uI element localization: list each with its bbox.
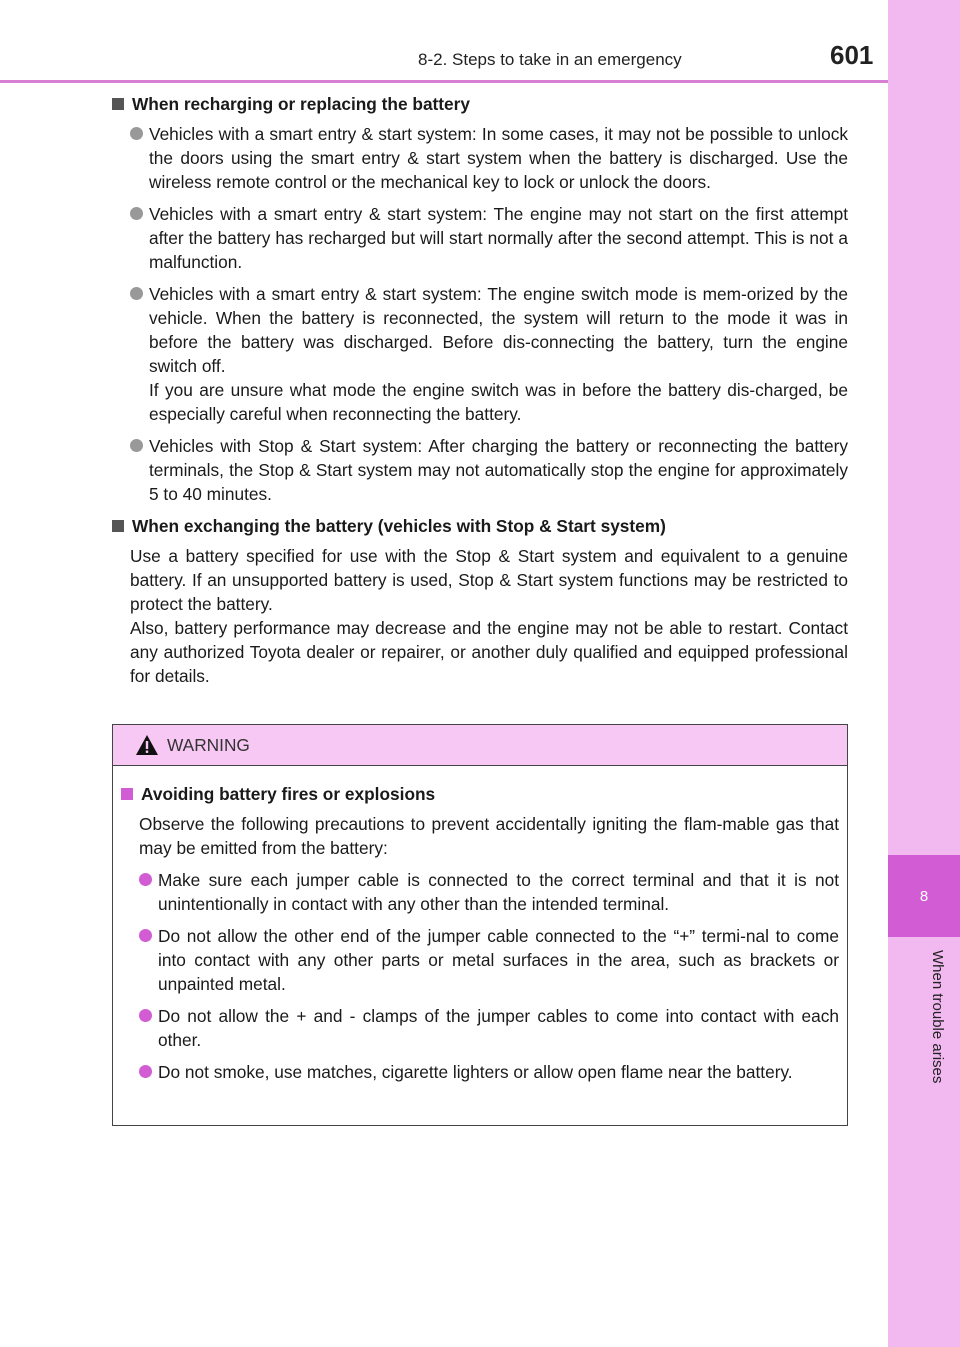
circle-bullet-icon (139, 1009, 152, 1022)
circle-bullet-icon (130, 207, 143, 220)
heading-text: Avoiding battery fires or explosions (141, 784, 436, 804)
paragraph: Use a battery specified for use with the Stop & Start system and equivalent to a genuine battery. If an unsupported battery is used, Stop & Start system functions may be restricted to protect the battery. (130, 546, 848, 614)
square-bullet-icon (112, 520, 124, 532)
list-item (130, 122, 848, 194)
square-bullet-icon (121, 788, 133, 800)
square-bullet-icon (112, 98, 124, 110)
circle-bullet-icon (130, 287, 143, 300)
list-item-text: Vehicles with a smart entry & start system: The engine switch mode is mem-orized by the vehicle. When the battery is reconnected, the system will return to the mode it was in before the battery was discharged. Before dis-connecting the battery, turn the engine switch off. (149, 284, 848, 376)
warning-header (113, 725, 847, 766)
heading-text: When recharging or replacing the battery (132, 94, 471, 114)
warning-box (112, 724, 848, 1126)
circle-bullet-icon (130, 127, 143, 140)
list-item-text: Do not allow the other end of the jumper cable connected to the “+” termi-nal to come into contact with any other parts or metal surfaces in the area, such as brackets or unpainted metal. (158, 926, 839, 994)
circle-bullet-icon (139, 929, 152, 942)
header-divider (0, 80, 888, 83)
section-heading (112, 514, 848, 538)
list-item (130, 202, 848, 274)
page-number: 601 (830, 40, 874, 70)
warning-label: WARNING (167, 735, 250, 755)
list-item (139, 1004, 839, 1052)
list-item (130, 282, 848, 426)
chapter-sidebar (888, 0, 960, 1347)
warning-heading (121, 782, 839, 806)
list-item-text: Vehicles with a smart entry & start system: The engine may not start on the first attempt after the battery has recharged but will start normally after the second attempt. This is not a malfunction. (149, 204, 848, 272)
chapter-tab[interactable]: 8 (888, 855, 960, 937)
circle-bullet-icon (139, 873, 152, 886)
list-item (130, 434, 848, 506)
section-heading (112, 92, 848, 116)
heading-text: When exchanging the battery (vehicles with Stop & Start system) (132, 516, 666, 536)
circle-bullet-icon (130, 439, 143, 452)
list-item (139, 868, 839, 916)
warning-intro: Observe the following precautions to prevent accidentally igniting the flam-mable gas that may be emitted from the battery: (139, 814, 839, 858)
section-title: 8-2. Steps to take in an emergency (418, 50, 682, 69)
circle-bullet-icon (139, 1065, 152, 1078)
list-item-text: Vehicles with a smart entry & start system: In some cases, it may not be possible to unlock the doors using the smart entry & start system when the battery is discharged. Use the wireless remote control or the mechanical key to lock or unlock the doors. (149, 124, 848, 192)
chapter-title: When trouble arises (929, 950, 946, 1084)
list-item-text: Do not smoke, use matches, cigarette lighters or allow open flame near the battery. (158, 1062, 793, 1082)
warning-triangle-icon (135, 734, 159, 756)
list-item-text: Make sure each jumper cable is connected to the correct terminal and that it is not unintentionally in contact with any other than the intended terminal. (158, 870, 839, 914)
list-item-note: If you are unsure what mode the engine switch was in before the battery dis-charged, be especially careful when reconnecting the battery. (149, 380, 848, 424)
list-item-text: Vehicles with Stop & Start system: After charging the battery or reconnecting the battery terminals, the Stop & Start system may not automatically stop the engine for approximately 5 to 40 minutes. (149, 436, 848, 504)
main-content (112, 92, 848, 688)
list-item (139, 924, 839, 996)
paragraph: Also, battery performance may decrease and the engine may not be able to restart. Contact any authorized Toyota dealer or repairer, or another duly qualified and equipped professional for details. (130, 618, 848, 686)
list-item-text: Do not allow the + and - clamps of the jumper cables to come into contact with each other. (158, 1006, 839, 1050)
warning-body (113, 766, 847, 1084)
list-item (139, 1060, 839, 1084)
